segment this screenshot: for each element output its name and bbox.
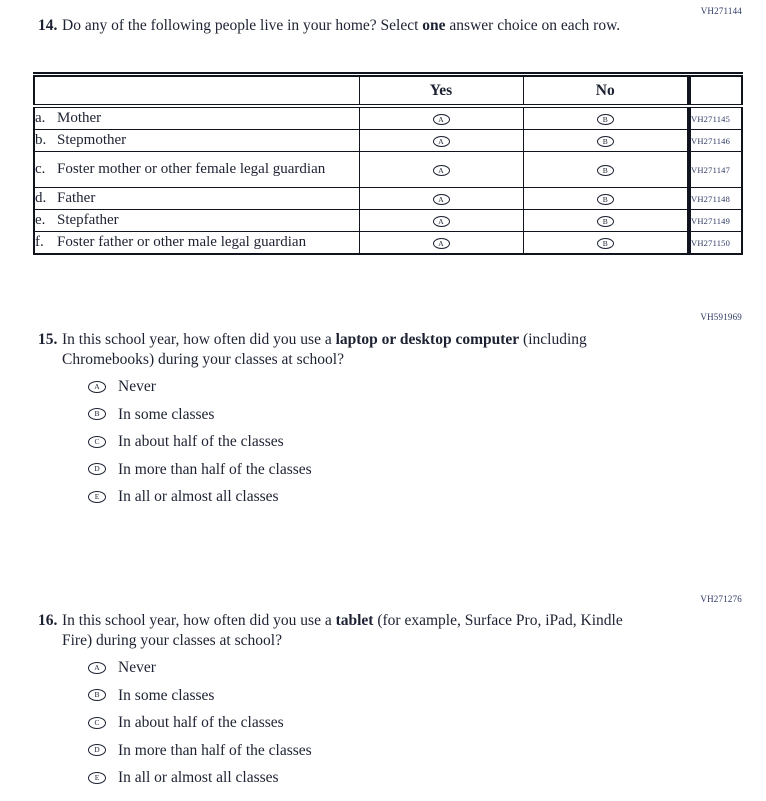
- question-16-text-post: (for example, Surface Pro, iPad, Kindle Fire) during your classes at school?: [62, 612, 623, 649]
- option-some-classes: [88, 686, 642, 705]
- table-header-row: [34, 75, 742, 107]
- item-code-q15: VH591969: [700, 312, 742, 322]
- no-bubble[interactable]: B: [597, 114, 614, 125]
- table-row-foster-father: [34, 232, 742, 255]
- row-label: Father: [57, 190, 96, 206]
- row-letter: c.: [35, 161, 46, 177]
- option-some-classes: [88, 405, 642, 424]
- header-code-blank: [689, 75, 742, 107]
- header-yes: Yes: [359, 75, 523, 107]
- option-about-half: [88, 713, 642, 732]
- question-14-text-bold: one: [422, 17, 446, 34]
- row-code: VH271150: [689, 232, 742, 255]
- row-label: Mother: [57, 110, 102, 126]
- option-label: In more than half of the classes: [118, 741, 312, 759]
- header-no: No: [523, 75, 689, 107]
- question-14-text: [62, 16, 662, 36]
- option-all-classes: [88, 768, 642, 787]
- row-code: VH271146: [689, 130, 742, 152]
- header-blank: [34, 75, 359, 107]
- row-label: Stepmother: [57, 132, 127, 148]
- row-code: VH271148: [689, 188, 742, 210]
- table-row-stepmother: [34, 130, 742, 152]
- row-code: VH271147: [689, 152, 742, 188]
- question-14-number: 14.: [38, 17, 58, 34]
- row-code: VH271145: [689, 106, 742, 130]
- answer-bubble-e[interactable]: E: [88, 491, 106, 503]
- no-bubble[interactable]: B: [597, 216, 614, 227]
- question-14-text-post: answer choice on each row.: [445, 17, 621, 34]
- question-16-options: [62, 658, 642, 787]
- option-label: In more than half of the classes: [118, 460, 312, 478]
- row-label: Stepfather: [57, 212, 119, 228]
- question-14-text-pre: Do any of the following people live in your home? Select: [62, 17, 423, 34]
- option-about-half: [88, 432, 642, 451]
- question-15-options: [62, 377, 642, 506]
- question-15-text-pre: In this school year, how often did you use a: [62, 331, 336, 348]
- item-code-q16: VH271276: [700, 594, 742, 604]
- question-15-number: 15.: [38, 331, 58, 348]
- answer-bubble-a[interactable]: A: [88, 381, 106, 393]
- question-15: [38, 330, 642, 515]
- no-bubble[interactable]: B: [597, 136, 614, 147]
- no-bubble[interactable]: B: [597, 194, 614, 205]
- option-never: [88, 377, 642, 396]
- answer-bubble-d[interactable]: D: [88, 744, 106, 756]
- row-letter: e.: [35, 212, 46, 228]
- option-label: Never: [118, 659, 156, 676]
- yes-bubble[interactable]: A: [433, 238, 450, 249]
- answer-bubble-b[interactable]: B: [88, 689, 106, 701]
- table-row-father: [34, 188, 742, 210]
- answer-bubble-c[interactable]: C: [88, 717, 106, 729]
- no-bubble[interactable]: B: [597, 165, 614, 176]
- yes-bubble[interactable]: A: [433, 165, 450, 176]
- yes-bubble[interactable]: A: [433, 194, 450, 205]
- answer-bubble-c[interactable]: C: [88, 436, 106, 448]
- row-code: VH271149: [689, 210, 742, 232]
- q14-response-table: [33, 72, 743, 255]
- no-bubble[interactable]: B: [597, 238, 614, 249]
- question-15-text-post: (including Chromebooks) during your classes at school?: [62, 331, 587, 368]
- row-letter: a.: [35, 110, 46, 126]
- table-row-mother: [34, 106, 742, 130]
- option-more-than-half: [88, 460, 642, 479]
- yes-bubble[interactable]: A: [433, 136, 450, 147]
- item-code-q14: VH271144: [700, 6, 742, 16]
- row-letter: f.: [35, 234, 44, 250]
- row-letter: d.: [35, 190, 47, 206]
- question-15-text-bold: laptop or desktop computer: [335, 331, 520, 348]
- option-label: Never: [118, 378, 156, 395]
- option-label: In about half of the classes: [118, 433, 284, 450]
- answer-bubble-d[interactable]: D: [88, 463, 106, 475]
- option-label: In some classes: [118, 405, 215, 423]
- option-all-classes: [88, 487, 642, 506]
- option-label: In some classes: [118, 686, 215, 704]
- option-label: In all or almost all classes: [118, 488, 279, 505]
- yes-bubble[interactable]: A: [433, 216, 450, 227]
- answer-bubble-a[interactable]: A: [88, 662, 106, 674]
- question-16-text-bold: tablet: [335, 612, 374, 629]
- yes-bubble[interactable]: A: [433, 114, 450, 125]
- row-label: Foster mother or other female legal guardian: [57, 161, 326, 177]
- question-14: [38, 16, 662, 36]
- answer-bubble-b[interactable]: B: [88, 408, 106, 420]
- question-15-text: [62, 330, 642, 369]
- row-label: Foster father or other male legal guardian: [57, 234, 307, 250]
- option-label: In all or almost all classes: [118, 769, 279, 786]
- question-16-text-pre: In this school year, how often did you use a: [62, 612, 336, 629]
- table-row-foster-mother: [34, 152, 742, 188]
- question-16-number: 16.: [38, 612, 58, 629]
- table-row-stepfather: [34, 210, 742, 232]
- option-never: [88, 658, 642, 677]
- option-more-than-half: [88, 741, 642, 760]
- option-label: In about half of the classes: [118, 714, 284, 731]
- row-letter: b.: [35, 132, 47, 148]
- question-16: [38, 611, 642, 796]
- answer-bubble-e[interactable]: E: [88, 772, 106, 784]
- question-16-text: [62, 611, 642, 650]
